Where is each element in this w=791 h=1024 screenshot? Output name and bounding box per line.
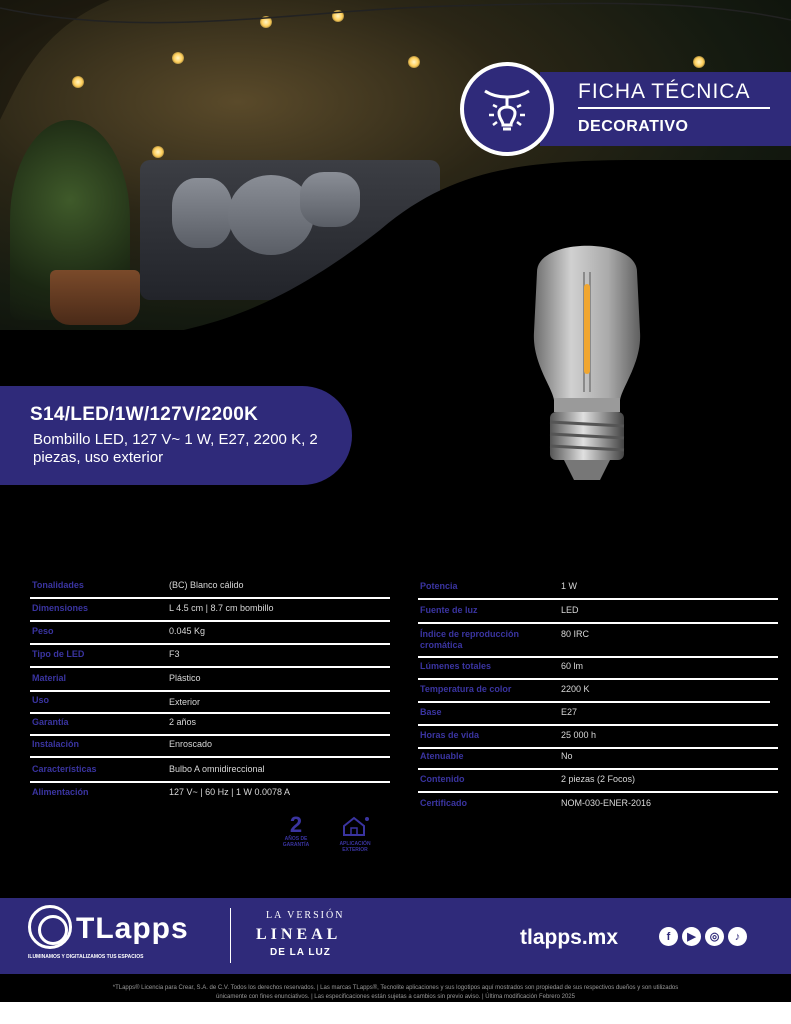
spec-value: 127 V~ | 60 Hz | 1 W 0.0078 A: [169, 787, 290, 797]
spec-value: 2 años: [169, 717, 197, 727]
spec-row: [32, 646, 390, 668]
spec-value: 2200 K: [561, 684, 590, 694]
category-label: DECORATIVO: [578, 118, 689, 135]
spec-row: [420, 602, 778, 624]
spec-row: [420, 771, 778, 793]
spec-label: Tipo de LED: [32, 649, 85, 659]
spec-label: Atenuable: [420, 751, 464, 761]
spec-label: Potencia: [420, 581, 458, 591]
legal-notice: [40, 984, 751, 1002]
spec-value: E27: [561, 707, 578, 717]
spec-label: Garantía: [32, 717, 69, 727]
slogan-line-1: LA VERSIÓN: [266, 910, 345, 921]
spec-row: [420, 795, 778, 817]
spec-label: Material: [32, 673, 67, 683]
spec-label: Dimensiones: [32, 603, 89, 613]
spec-value: 1 W: [561, 581, 578, 591]
spec-value: L 4.5 cm | 8.7 cm bombillo: [169, 603, 274, 613]
spec-label: Fuente de luz: [420, 605, 478, 615]
spec-row: [420, 578, 778, 600]
brand-logo-icon: [28, 905, 72, 949]
facebook-icon[interactable]: f: [659, 927, 678, 946]
tiktok-icon[interactable]: ♪: [728, 927, 747, 946]
instagram-icon[interactable]: ◎: [705, 927, 724, 946]
outdoor-badge: [334, 816, 376, 853]
spec-row: [420, 681, 778, 703]
spec-row: [32, 714, 390, 736]
warranty-number: 2: [289, 812, 303, 837]
product-description: Bombillo LED, 127 V~ 1 W, E27, 2200 K, 2 piezas, uso exterior: [33, 431, 318, 466]
warranty-badge: [276, 814, 316, 848]
youtube-icon[interactable]: ▶: [682, 927, 701, 946]
brand-tagline: ILUMINAMOS Y DIGITALIZAMOS TUS ESPACIOS: [28, 954, 144, 960]
spec-value: NOM-030-ENER-2016: [561, 798, 652, 808]
spec-row: [32, 784, 390, 806]
spec-value: 80 IRC: [561, 629, 590, 639]
product-bulb-image: [512, 222, 662, 492]
spec-row: [32, 761, 390, 783]
spec-label: Certificado: [420, 798, 468, 808]
slogan-line-2: LINEAL: [256, 926, 342, 943]
spec-row: [32, 623, 390, 645]
spec-row: [32, 736, 390, 758]
spec-value: Exterior: [169, 697, 201, 707]
spec-value: No: [561, 751, 573, 761]
spec-label: Índice de reproducción cromática: [420, 629, 520, 650]
spec-label: Características: [32, 764, 97, 774]
spec-row: [420, 658, 778, 680]
black-wave-overlay: [0, 0, 791, 360]
spec-value: 25 000 h: [561, 730, 597, 740]
spec-label: Lúmenes totales: [420, 661, 492, 671]
spec-value: 2 piezas (2 Focos): [561, 774, 636, 784]
spec-label: Uso: [32, 695, 50, 705]
spec-value: F3: [169, 649, 180, 659]
spec-row: [420, 748, 778, 770]
spec-label: Contenido: [420, 774, 465, 784]
product-code: S14/LED/1W/127V/2200K: [30, 404, 259, 425]
spec-label: Horas de vida: [420, 730, 480, 740]
spec-row: [32, 670, 390, 692]
footer-divider: [230, 908, 231, 963]
house-sun-icon: [340, 816, 370, 836]
legal-line-2: únicamente con fines enunciativos. | Las especificaciones están sujetas a cambios sin previo aviso. | Última modificación Febrero 2025: [216, 994, 575, 1000]
outdoor-text: APLICACIÓN EXTERIOR: [339, 841, 371, 853]
spec-value: (BC) Blanco cálido: [169, 580, 244, 590]
spec-row: [420, 727, 778, 749]
badge-circle: [460, 62, 554, 156]
spec-value: Enroscado: [169, 739, 213, 749]
string-lights-icon: [477, 79, 537, 139]
warranty-text: AÑOS DE GARANTÍA: [282, 836, 310, 848]
spec-value: 0.045 Kg: [169, 626, 206, 636]
slogan-line-3: DE LA LUZ: [270, 947, 331, 958]
spec-row: [32, 692, 390, 714]
spec-label: Peso: [32, 626, 54, 636]
spec-value: Bulbo A omnidireccional: [169, 764, 265, 774]
spec-row: [32, 577, 390, 599]
spec-value: 60 lm: [561, 661, 584, 671]
website-link[interactable]: tlapps.mx: [520, 926, 619, 949]
page-title: FICHA TÉCNICA: [578, 80, 751, 103]
page-bottom-margin: [0, 1002, 791, 1024]
spec-row: [32, 600, 390, 622]
spec-label: Tonalidades: [32, 580, 84, 590]
brand-name: TLapps: [76, 912, 189, 945]
spec-label: Temperatura de color: [420, 684, 512, 694]
spec-label: Base: [420, 707, 442, 717]
spec-value: LED: [561, 605, 579, 615]
spec-row: [420, 704, 778, 726]
spec-label: Alimentación: [32, 787, 89, 797]
divider: [578, 107, 770, 109]
legal-line-1: *TLapps® Licencia para Crear, S.A. de C.V. Todos los derechos reservados. | Las marcas TLapps®, Tecnolite aplicaciones y sus logotipos aquí mostrados son propiedad de sus respectivos dueños y son utilizados: [112, 985, 679, 991]
spec-label: Instalación: [32, 739, 80, 749]
spec-row: [420, 626, 778, 658]
spec-value: Plástico: [169, 673, 201, 683]
